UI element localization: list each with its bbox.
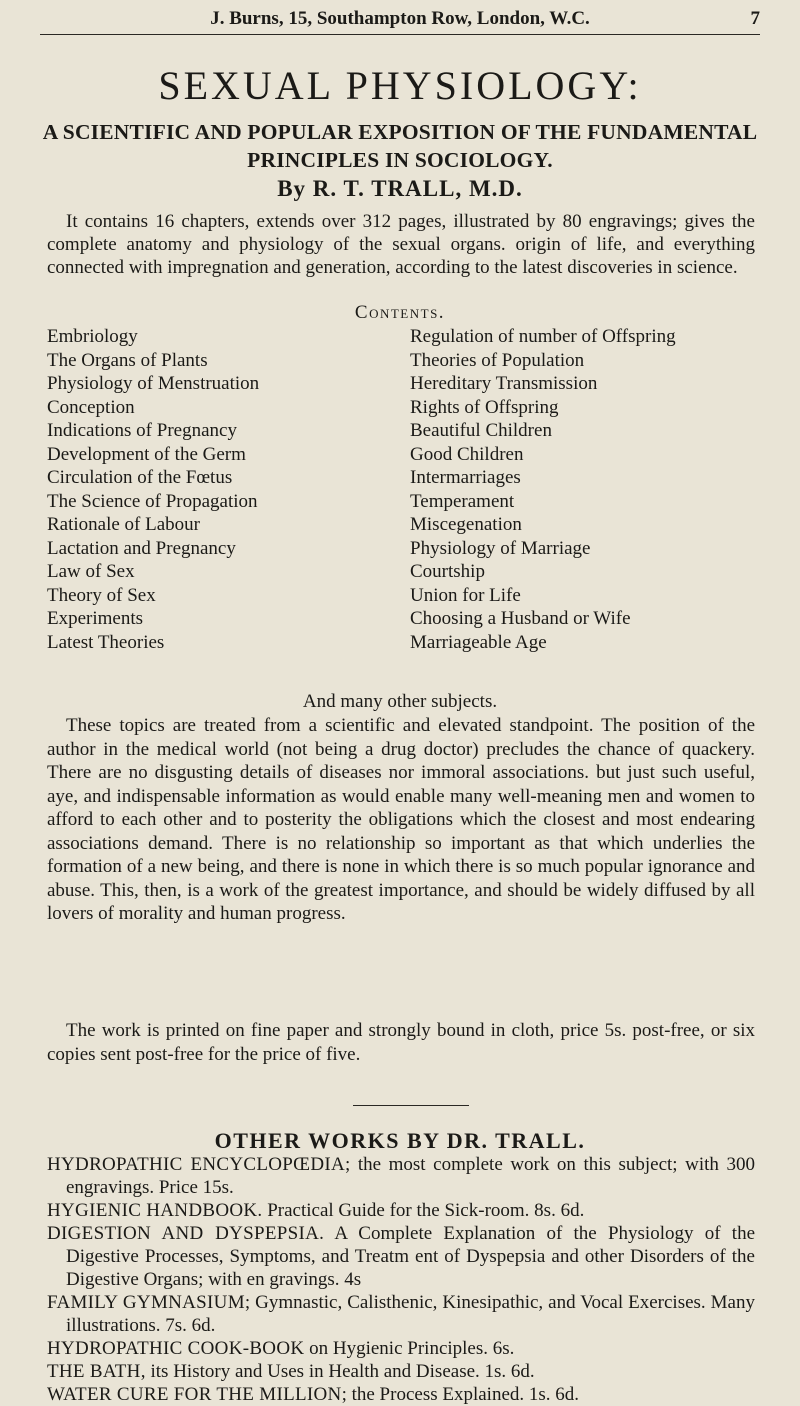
other-works-heading: OTHER WORKS BY DR. TRALL. (214, 1128, 586, 1153)
work-entry (47, 1222, 755, 1291)
contents-item: Indications of Pregnancy (47, 420, 237, 441)
contents-item: Choosing a Husband or Wife (410, 608, 631, 629)
work-description: on Hygienic Principles. 6s. (304, 1338, 515, 1359)
contents-item: Intermarriages (410, 467, 521, 488)
work-entry (47, 1360, 755, 1383)
contents-item: Circulation of the Fœtus (47, 467, 233, 488)
contents-item: Theories of Population (410, 349, 585, 371)
book-title: SEXUAL PHYSIOLOGY: (158, 63, 642, 108)
intro-paragraph: It contains 16 chapters, extends over 312 pages, illustrated by 80 engravings; gives the complete anatomy and physiology of the sexual organs. origin of life, and everything connected with impregnation and generation, according to the latest discoveries in science. (47, 211, 755, 278)
work-description: ; the most complete work on this subject; with 300 engravings. Price 15s. (66, 1154, 755, 1198)
contents-item: Miscegenation (410, 514, 522, 535)
contents-item: Lactation and Pregnancy (47, 537, 236, 559)
contents-item: Law of Sex (47, 561, 135, 582)
contents-heading: Contents. (354, 302, 446, 323)
contents-item: Experiments (47, 608, 144, 629)
work-description: its History and Uses in Health and Disease. 1s. 6d. (145, 1361, 535, 1382)
work-entry (47, 1199, 755, 1222)
price-paragraph: The work is printed on fine paper and strongly bound in cloth, price 5s. post-free, or six copies sent post-free for the price of five. (47, 1020, 755, 1065)
contents-item: Regulation of number of Offspring (410, 326, 676, 347)
contents-item: Physiology of Marriage (410, 537, 591, 559)
contents-item: Development of the Germ (47, 443, 246, 465)
contents-item: Theory of Sex (47, 584, 156, 606)
contents-item: Good Children (410, 443, 524, 465)
contents-item: Union for Life (410, 584, 521, 606)
work-title: HYDROPATHIC ENCYCLOPŒDIA (47, 1154, 346, 1175)
work-entry (47, 1291, 755, 1337)
contents-item: The Science of Propagation (47, 490, 258, 512)
more-subjects-line: And many other subjects. (302, 691, 498, 712)
work-entry (47, 1383, 755, 1406)
contents-item: Embriology (47, 326, 138, 347)
book-subtitle: A SCIENTIFIC AND POPULAR EXPOSITION OF THE FUNDAMENTAL PRINCIPLES IN SOCIOLOGY. (42, 120, 758, 172)
work-description: ; Gymnastic, Calisthenic, Kinesipathic, and Vocal Exercises. Many illustrations. 7s. 6d. (66, 1292, 755, 1336)
contents-item: Beautiful Children (410, 420, 552, 441)
work-entry (47, 1337, 755, 1360)
work-description: Practical Guide for the Sick-room. 8s. 6d. (262, 1200, 585, 1221)
work-title: DIGESTION AND DYSPEPSIA. (47, 1223, 325, 1244)
work-description: A Complete Explanation of the Physiology of the Digestive Processes, Symptoms, and Treatm ent of Dyspepsia and other Disorders of the Digestive Organs; with en gravings. 4s (66, 1223, 755, 1290)
section-divider (353, 1105, 469, 1106)
contents-item: Physiology of Menstruation (47, 373, 260, 394)
page-number: 7 (750, 8, 760, 29)
contents-item: Rationale of Labour (47, 514, 201, 535)
contents-item: Temperament (410, 490, 515, 512)
work-title: FAMILY GYMNASIUM (47, 1292, 245, 1313)
author-byline: By R. T. TRALL, M.D. (277, 176, 523, 201)
contents-right-column (410, 325, 676, 654)
work-description: ; the Process Explained. 1s. 6d. (341, 1384, 580, 1405)
work-title: THE BATH, (47, 1361, 146, 1382)
work-title: HYDROPATHIC COOK-BOOK (47, 1338, 305, 1359)
description-paragraph: These topics are treated from a scientific and elevated standpoint. The position of the author in the medical world (not being a drug doctor) precludes the chance of quackery. There are no disgusting details of diseases nor immoral associations. but just such useful, aye, and indispensable information as would enable many well-meaning men and women to afford to each other and to posterity the obligations which the closest and most endearing associations demand. There is no relationship so important as that which underlies the formation of a new being, and there is none in which there is so much popular ignorance and abuse. This, then, is a work of the greatest importance, and should be widely diffused by all lovers of morality and human progress. (47, 715, 755, 924)
contents-item: Rights of Offspring (410, 396, 559, 418)
work-title: HYGIENIC HANDBOOK. (47, 1200, 263, 1221)
work-title: WATER CURE FOR THE MILLION (47, 1384, 342, 1405)
running-head (40, 8, 760, 35)
contents-item: The Organs of Plants (47, 349, 208, 371)
contents-item: Marriageable Age (410, 631, 547, 653)
work-entry (47, 1153, 755, 1199)
contents-item: Hereditary Transmission (410, 373, 598, 394)
contents-item: Courtship (410, 561, 485, 582)
contents-left-column (47, 325, 259, 654)
contents-item: Conception (47, 396, 135, 418)
other-works-list (47, 1153, 755, 1406)
contents-item: Latest Theories (47, 631, 165, 653)
running-title: J. Burns, 15, Southampton Row, London, W.C. (210, 8, 590, 29)
